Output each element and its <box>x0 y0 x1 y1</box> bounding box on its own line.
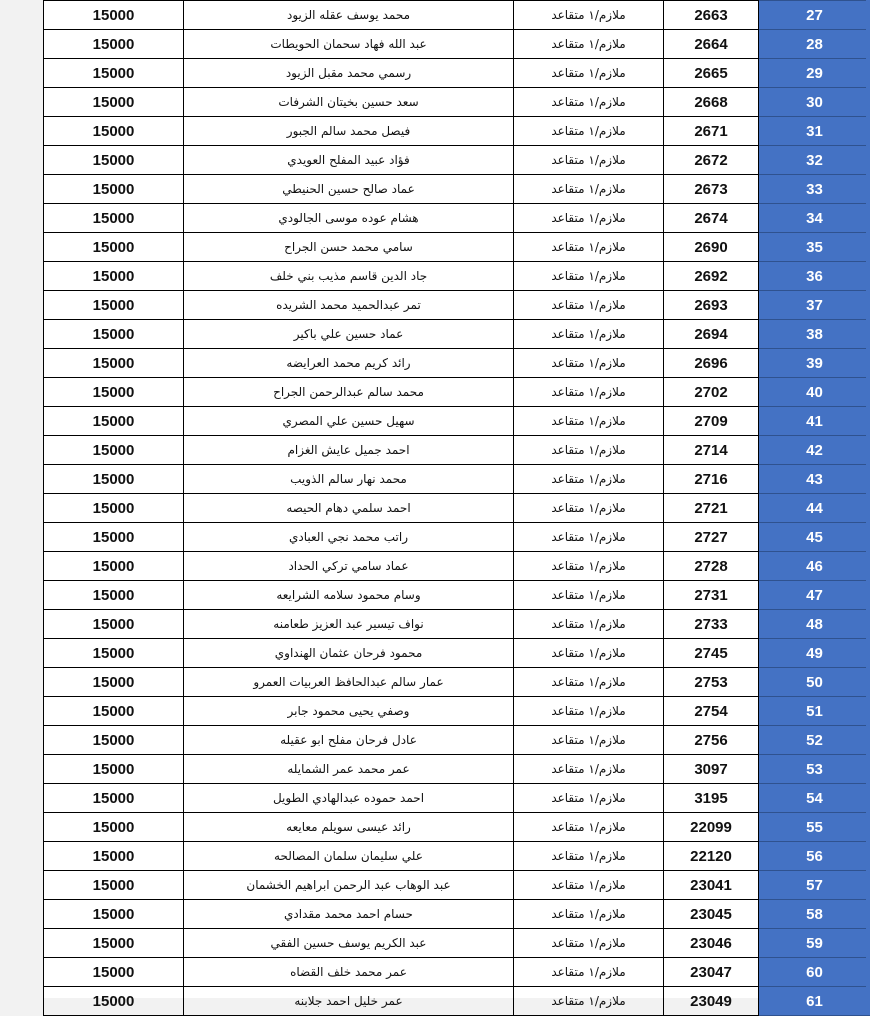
serial-number-cell: 58 <box>759 900 870 929</box>
table-row <box>44 291 870 320</box>
name-cell: هشام عوده موسى الجالودي <box>184 204 514 233</box>
table-row <box>44 639 870 668</box>
rank-cell: ملازم/١ متقاعد <box>514 175 664 204</box>
name-cell: عماد حسين علي باكير <box>184 320 514 349</box>
name-cell: احمد سلمي دهام الحيصه <box>184 494 514 523</box>
serial-number-cell: 50 <box>759 668 870 697</box>
serial-number-cell: 31 <box>759 117 870 146</box>
amount-cell: 15000 <box>44 59 184 88</box>
table-row <box>44 349 870 378</box>
amount-cell: 15000 <box>44 639 184 668</box>
rank-cell: ملازم/١ متقاعد <box>514 929 664 958</box>
rank-cell: ملازم/١ متقاعد <box>514 262 664 291</box>
military-number-cell: 2673 <box>664 175 759 204</box>
amount-cell: 15000 <box>44 30 184 59</box>
serial-number-cell: 61 <box>759 987 870 1016</box>
table-row <box>44 552 870 581</box>
table-row <box>44 233 870 262</box>
amount-cell: 15000 <box>44 1 184 30</box>
rank-cell: ملازم/١ متقاعد <box>514 581 664 610</box>
serial-number-cell: 48 <box>759 610 870 639</box>
amount-cell: 15000 <box>44 784 184 813</box>
name-cell: عمر محمد عمر الشمايله <box>184 755 514 784</box>
spreadsheet-page <box>43 0 870 998</box>
military-number-cell: 22120 <box>664 842 759 871</box>
name-cell: علي سليمان سلمان المصالحه <box>184 842 514 871</box>
serial-number-cell: 51 <box>759 697 870 726</box>
serial-number-cell: 57 <box>759 871 870 900</box>
amount-cell: 15000 <box>44 668 184 697</box>
table-row <box>44 987 870 1016</box>
amount-cell: 15000 <box>44 958 184 987</box>
table-row <box>44 813 870 842</box>
name-cell: عادل فرحان مفلح ابو عقيله <box>184 726 514 755</box>
name-cell: محمد نهار سالم الذويب <box>184 465 514 494</box>
table-row <box>44 407 870 436</box>
military-number-cell: 23047 <box>664 958 759 987</box>
table-row <box>44 378 870 407</box>
rank-cell: ملازم/١ متقاعد <box>514 610 664 639</box>
table-row <box>44 436 870 465</box>
military-number-cell: 2756 <box>664 726 759 755</box>
name-cell: محمد يوسف عقله الزيود <box>184 1 514 30</box>
amount-cell: 15000 <box>44 436 184 465</box>
amount-cell: 15000 <box>44 697 184 726</box>
military-number-cell: 2674 <box>664 204 759 233</box>
rank-cell: ملازم/١ متقاعد <box>514 30 664 59</box>
military-number-cell: 23041 <box>664 871 759 900</box>
rank-cell: ملازم/١ متقاعد <box>514 117 664 146</box>
serial-number-cell: 46 <box>759 552 870 581</box>
serial-number-cell: 29 <box>759 59 870 88</box>
rank-cell: ملازم/١ متقاعد <box>514 755 664 784</box>
table-row <box>44 929 870 958</box>
military-number-cell: 2690 <box>664 233 759 262</box>
table-row <box>44 726 870 755</box>
amount-cell: 15000 <box>44 233 184 262</box>
rank-cell: ملازم/١ متقاعد <box>514 900 664 929</box>
amount-cell: 15000 <box>44 378 184 407</box>
rank-cell: ملازم/١ متقاعد <box>514 204 664 233</box>
military-number-cell: 23045 <box>664 900 759 929</box>
table-row <box>44 784 870 813</box>
rank-cell: ملازم/١ متقاعد <box>514 726 664 755</box>
serial-number-cell: 45 <box>759 523 870 552</box>
name-cell: وصفي يحيى محمود جابر <box>184 697 514 726</box>
amount-cell: 15000 <box>44 929 184 958</box>
name-cell: سامي محمد حسن الجراح <box>184 233 514 262</box>
rank-cell: ملازم/١ متقاعد <box>514 784 664 813</box>
name-cell: فيصل محمد سالم الجبور <box>184 117 514 146</box>
military-number-cell: 2696 <box>664 349 759 378</box>
name-cell: محمد سالم عبدالرحمن الجراح <box>184 378 514 407</box>
serial-number-cell: 38 <box>759 320 870 349</box>
rank-cell: ملازم/١ متقاعد <box>514 639 664 668</box>
rank-cell: ملازم/١ متقاعد <box>514 88 664 117</box>
table-row <box>44 146 870 175</box>
military-number-cell: 2663 <box>664 1 759 30</box>
table-row <box>44 117 870 146</box>
serial-number-cell: 37 <box>759 291 870 320</box>
military-number-cell: 3097 <box>664 755 759 784</box>
rank-cell: ملازم/١ متقاعد <box>514 436 664 465</box>
amount-cell: 15000 <box>44 552 184 581</box>
table-row <box>44 697 870 726</box>
military-number-cell: 2728 <box>664 552 759 581</box>
amount-cell: 15000 <box>44 813 184 842</box>
amount-cell: 15000 <box>44 494 184 523</box>
serial-number-cell: 54 <box>759 784 870 813</box>
amount-cell: 15000 <box>44 407 184 436</box>
military-number-cell: 2733 <box>664 610 759 639</box>
name-cell: عماد صالح حسين الحنيطي <box>184 175 514 204</box>
name-cell: نواف تيسير عبد العزيز طعامنه <box>184 610 514 639</box>
name-cell: تمر عبدالحميد محمد الشريده <box>184 291 514 320</box>
military-number-cell: 2702 <box>664 378 759 407</box>
amount-cell: 15000 <box>44 175 184 204</box>
amount-cell: 15000 <box>44 320 184 349</box>
amount-cell: 15000 <box>44 146 184 175</box>
amount-cell: 15000 <box>44 987 184 1016</box>
table-row <box>44 30 870 59</box>
name-cell: عمار سالم عبدالحافظ العربيات العمرو <box>184 668 514 697</box>
serial-number-cell: 47 <box>759 581 870 610</box>
amount-cell: 15000 <box>44 291 184 320</box>
name-cell: محمود فرحان عثمان الهنداوي <box>184 639 514 668</box>
military-number-cell: 2692 <box>664 262 759 291</box>
serial-number-cell: 40 <box>759 378 870 407</box>
table-row <box>44 320 870 349</box>
table-row <box>44 204 870 233</box>
serial-number-cell: 56 <box>759 842 870 871</box>
military-number-cell: 2665 <box>664 59 759 88</box>
serial-number-cell: 35 <box>759 233 870 262</box>
rank-cell: ملازم/١ متقاعد <box>514 233 664 262</box>
name-cell: رائد عيسى سويلم معايعه <box>184 813 514 842</box>
table-row <box>44 88 870 117</box>
name-cell: عبد الكريم يوسف حسين الفقي <box>184 929 514 958</box>
serial-number-cell: 32 <box>759 146 870 175</box>
rank-cell: ملازم/١ متقاعد <box>514 697 664 726</box>
military-number-cell: 2754 <box>664 697 759 726</box>
military-number-cell: 2672 <box>664 146 759 175</box>
table-row <box>44 581 870 610</box>
military-number-cell: 2709 <box>664 407 759 436</box>
name-cell: سعد حسين بخيتان الشرفات <box>184 88 514 117</box>
name-cell: احمد حموده عبدالهادي الطويل <box>184 784 514 813</box>
serial-number-cell: 49 <box>759 639 870 668</box>
serial-number-cell: 60 <box>759 958 870 987</box>
military-number-cell: 2671 <box>664 117 759 146</box>
rank-cell: ملازم/١ متقاعد <box>514 494 664 523</box>
serial-number-cell: 28 <box>759 30 870 59</box>
serial-number-cell: 52 <box>759 726 870 755</box>
military-number-cell: 2664 <box>664 30 759 59</box>
amount-cell: 15000 <box>44 88 184 117</box>
amount-cell: 15000 <box>44 204 184 233</box>
amount-cell: 15000 <box>44 842 184 871</box>
name-cell: حسام احمد محمد مقدادي <box>184 900 514 929</box>
amount-cell: 15000 <box>44 581 184 610</box>
amount-cell: 15000 <box>44 465 184 494</box>
amount-cell: 15000 <box>44 523 184 552</box>
serial-number-cell: 42 <box>759 436 870 465</box>
serial-number-cell: 59 <box>759 929 870 958</box>
scroll-edge-strip <box>866 0 870 1002</box>
military-number-cell: 2727 <box>664 523 759 552</box>
name-cell: احمد جميل عايش الغزام <box>184 436 514 465</box>
name-cell: جاد الدين قاسم مذيب بني خلف <box>184 262 514 291</box>
rank-cell: ملازم/١ متقاعد <box>514 987 664 1016</box>
amount-cell: 15000 <box>44 871 184 900</box>
rank-cell: ملازم/١ متقاعد <box>514 59 664 88</box>
name-cell: رسمي محمد مقبل الزيود <box>184 59 514 88</box>
table-row <box>44 465 870 494</box>
rank-cell: ملازم/١ متقاعد <box>514 465 664 494</box>
table-row <box>44 610 870 639</box>
amount-cell: 15000 <box>44 262 184 291</box>
serial-number-cell: 33 <box>759 175 870 204</box>
table-row <box>44 842 870 871</box>
rank-cell: ملازم/١ متقاعد <box>514 552 664 581</box>
military-number-cell: 2694 <box>664 320 759 349</box>
military-number-cell: 2668 <box>664 88 759 117</box>
serial-number-cell: 55 <box>759 813 870 842</box>
name-cell: عماد سامي تركي الحداد <box>184 552 514 581</box>
rank-cell: ملازم/١ متقاعد <box>514 378 664 407</box>
serial-number-cell: 53 <box>759 755 870 784</box>
table-row <box>44 900 870 929</box>
military-number-cell: 3195 <box>664 784 759 813</box>
rank-cell: ملازم/١ متقاعد <box>514 813 664 842</box>
table-row <box>44 755 870 784</box>
name-cell: رائد كريم محمد العرايضه <box>184 349 514 378</box>
rank-cell: ملازم/١ متقاعد <box>514 871 664 900</box>
table-row <box>44 494 870 523</box>
military-number-cell: 2721 <box>664 494 759 523</box>
table-row <box>44 262 870 291</box>
name-cell: راتب محمد نجي العبادي <box>184 523 514 552</box>
military-number-cell: 2731 <box>664 581 759 610</box>
name-cell: عبد الوهاب عبد الرحمن ابراهيم الخشمان <box>184 871 514 900</box>
military-number-cell: 22099 <box>664 813 759 842</box>
amount-cell: 15000 <box>44 610 184 639</box>
serial-number-cell: 43 <box>759 465 870 494</box>
amount-cell: 15000 <box>44 755 184 784</box>
amount-cell: 15000 <box>44 117 184 146</box>
serial-number-cell: 39 <box>759 349 870 378</box>
serial-number-cell: 34 <box>759 204 870 233</box>
table-row <box>44 958 870 987</box>
serial-number-cell: 30 <box>759 88 870 117</box>
serial-number-cell: 41 <box>759 407 870 436</box>
military-number-cell: 2714 <box>664 436 759 465</box>
rank-cell: ملازم/١ متقاعد <box>514 320 664 349</box>
table-row <box>44 175 870 204</box>
military-number-cell: 2693 <box>664 291 759 320</box>
serial-number-cell: 36 <box>759 262 870 291</box>
name-cell: سهيل حسين علي المصري <box>184 407 514 436</box>
table-row <box>44 1 870 30</box>
rank-cell: ملازم/١ متقاعد <box>514 291 664 320</box>
rank-cell: ملازم/١ متقاعد <box>514 349 664 378</box>
military-number-cell: 2716 <box>664 465 759 494</box>
amount-cell: 15000 <box>44 726 184 755</box>
military-number-cell: 2753 <box>664 668 759 697</box>
rank-cell: ملازم/١ متقاعد <box>514 1 664 30</box>
name-cell: عمر خليل احمد جلابنه <box>184 987 514 1016</box>
table-row <box>44 523 870 552</box>
rank-cell: ملازم/١ متقاعد <box>514 146 664 175</box>
pensioners-table <box>43 0 870 1016</box>
military-number-cell: 23046 <box>664 929 759 958</box>
military-number-cell: 2745 <box>664 639 759 668</box>
amount-cell: 15000 <box>44 900 184 929</box>
rank-cell: ملازم/١ متقاعد <box>514 842 664 871</box>
name-cell: وسام محمود سلامه الشرايعه <box>184 581 514 610</box>
rank-cell: ملازم/١ متقاعد <box>514 407 664 436</box>
name-cell: عمر محمد خلف القضاه <box>184 958 514 987</box>
amount-cell: 15000 <box>44 349 184 378</box>
name-cell: عبد الله فهاد سحمان الحويطات <box>184 30 514 59</box>
rank-cell: ملازم/١ متقاعد <box>514 958 664 987</box>
rank-cell: ملازم/١ متقاعد <box>514 523 664 552</box>
rank-cell: ملازم/١ متقاعد <box>514 668 664 697</box>
military-number-cell: 23049 <box>664 987 759 1016</box>
table-row <box>44 59 870 88</box>
serial-number-cell: 27 <box>759 1 870 30</box>
serial-number-cell: 44 <box>759 494 870 523</box>
table-row <box>44 871 870 900</box>
table-body <box>44 1 870 1016</box>
table-row <box>44 668 870 697</box>
name-cell: فؤاد عبيد المفلح العويدي <box>184 146 514 175</box>
